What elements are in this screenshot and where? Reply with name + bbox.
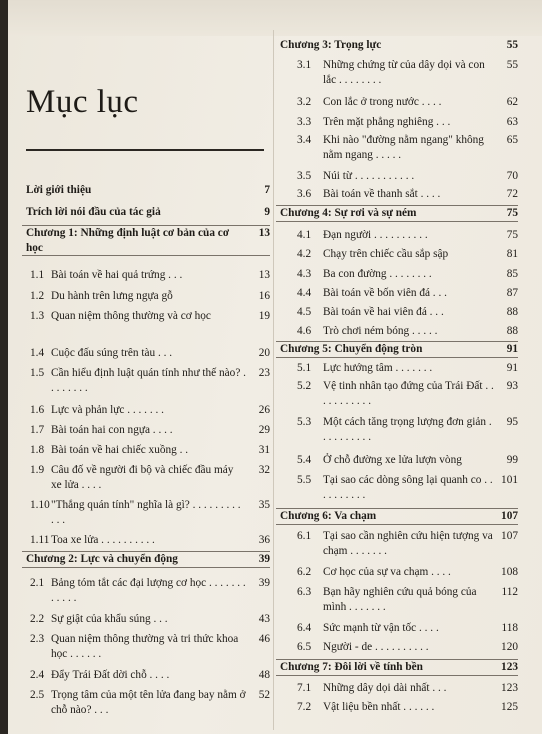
page-number: 20 [258,347,270,359]
section-number: 1.3 [30,310,45,322]
toc-chapter [280,38,518,53]
section-number: 1.11 [30,534,50,546]
page-number: 81 [506,248,518,260]
page-number: 39 [258,577,270,589]
page-number: 19 [258,310,270,322]
toc-section [280,187,518,202]
page-number: 9 [264,206,270,218]
entry-title: Núi từ . . . . . . . . . . . [323,170,415,182]
page-number: 107 [501,530,518,542]
title-rule [26,149,264,151]
section-number: 5.5 [297,474,312,486]
section-number: 6.3 [297,586,312,598]
page-number: 62 [506,96,518,108]
section-number: 2.1 [30,577,45,589]
section-number: 6.5 [297,641,312,653]
page-number: 46 [258,633,270,645]
entry-title: Câu đố về người đi bộ và chiếc đầu máy xe lửa . . . . [51,464,234,491]
section-number: 7.2 [297,701,312,713]
toc-chapter [276,508,518,525]
entry-title: Một cách tăng trọng lượng đơn giản . . . . . . . . . . [323,416,492,443]
toc-section [26,423,270,438]
page-number: 108 [501,566,518,578]
entry-title: Đạn người . . . . . . . . . . [323,229,428,241]
entry-title: Những chứng từ của dây dọi và con lắc . . . . . . . . [323,59,485,86]
entry-title: Sức mạnh từ vận tốc . . . . [323,622,439,634]
section-number: 6.1 [297,530,312,542]
entry-title: Ở chỗ đường xe lửa lượn vòng [323,454,462,466]
entry-title: Cần hiểu định luật quán tính như thế nào? . . . . . . . . [51,367,246,394]
entry-title: Du hành trên lưng ngựa gỗ [51,290,173,302]
toc-section [280,361,518,376]
toc-section [280,415,518,444]
entry-title: Cơ học của sự va chạm . . . . [323,566,451,578]
toc-chapter [276,659,518,676]
page-number: 123 [501,682,518,694]
toc-section [280,640,518,655]
entry-title: Lực hướng tâm . . . . . . . [323,362,433,374]
page-number: 63 [506,116,518,128]
toc-chapter [26,183,270,198]
toc-section [280,473,518,502]
page-number: 29 [258,424,270,436]
entry-title: Những dây dọi dài nhất . . . [323,682,447,694]
entry-title: Quan niệm thông thường và cơ học [51,310,211,322]
entry-title: Bài toán về hai chiếc xuồng . . [51,444,189,456]
toc-section [26,668,270,683]
toc-section [280,247,518,262]
page-number: 35 [258,499,270,511]
page-number: 95 [506,416,518,428]
entry-title: Chương 7: Đôi lời về tính bền [280,661,423,673]
section-number: 5.3 [297,416,312,428]
entry-title: Chương 5: Chuyển động tròn [280,343,423,355]
toc-section [26,289,270,304]
section-number: 1.6 [30,404,45,416]
page-number: 118 [501,622,518,634]
page-number: 88 [506,325,518,337]
page-number: 88 [506,306,518,318]
entry-title: Cuộc đấu súng trên tàu . . . [51,347,173,359]
entry-title: Chương 2: Lực và chuyển động [26,553,178,565]
toc-section [26,443,270,458]
entry-title: Con lắc ở trong nước . . . . [323,96,442,108]
section-number: 1.4 [30,347,45,359]
page-number: 13 [258,269,270,281]
toc-section [280,133,518,162]
book-page [8,0,542,734]
page-number: 91 [506,362,518,374]
section-number: 1.2 [30,290,45,302]
toc-section [280,267,518,282]
toc-chapter [22,225,270,256]
toc-section [280,95,518,110]
entry-title: Bài toán về bốn viên đá . . . [323,287,447,299]
page-number: 31 [258,444,270,456]
bleed-through-text [8,0,542,36]
page-number: 52 [258,689,270,701]
page-number: 43 [258,613,270,625]
entry-title: Trọng tâm của một tên lửa đang bay nằm ở chỗ nào? . . . [51,689,246,716]
entry-title: Lời giới thiệu [26,184,92,196]
page-number: 99 [506,454,518,466]
page-number: 101 [501,474,518,486]
section-number: 1.1 [30,269,45,281]
toc-section [280,621,518,636]
page-number: 91 [506,343,518,355]
entry-title: Đẩy Trái Đất dời chỗ . . . . [51,669,170,681]
toc-section [26,463,270,492]
toc-section [280,700,518,715]
section-number: 4.4 [297,287,312,299]
entry-title: Chương 1: Những định luật cơ bản của cơ học [26,227,230,254]
entry-title: Ba con đường . . . . . . . . [323,268,432,280]
page-number: 75 [506,229,518,241]
section-number: 1.10 [30,499,50,511]
section-number: 3.5 [297,170,312,182]
section-number: 4.6 [297,325,312,337]
toc-section [26,612,270,627]
page-number: 93 [506,380,518,392]
toc-section [280,453,518,468]
section-number: 1.9 [30,464,45,476]
page-number: 72 [506,188,518,200]
page-title: Mục lục [26,84,139,120]
entry-title: Chạy trên chiếc cầu sắp sập [323,248,449,260]
toc-section [26,309,270,324]
toc-section [26,268,270,283]
toc-section [26,366,270,395]
page-number: 85 [506,268,518,280]
entry-title: Lực và phản lực . . . . . . . [51,404,164,416]
entry-title: Bài toán về hai viên đá . . . [323,306,444,318]
toc-section [280,379,518,408]
toc-section [280,565,518,580]
section-number: 3.6 [297,188,312,200]
section-number: 4.1 [297,229,312,241]
toc-section [26,632,270,661]
toc-chapter [22,551,270,568]
toc-section [26,498,270,527]
page-number: 16 [258,290,270,302]
page-number: 120 [501,641,518,653]
page-number: 125 [501,701,518,713]
section-number: 4.5 [297,306,312,318]
page-number: 112 [501,586,518,598]
entry-title: "Thắng quán tính" nghĩa là gì? . . . . . . . . . . . . [51,499,241,526]
page-number: 75 [506,207,518,219]
toc-chapter [26,205,270,220]
entry-title: Trò chơi ném bóng . . . . . [323,325,438,337]
toc-section [280,58,518,87]
section-number: 5.4 [297,454,312,466]
toc-section [280,305,518,320]
toc-section [280,169,518,184]
entry-title: Bảng tóm tắt các đại lượng cơ học . . . . . . . . . . . . [51,577,246,604]
toc-section [280,529,518,558]
page-number: 26 [258,404,270,416]
section-number: 3.4 [297,134,312,146]
section-number: 2.2 [30,613,45,625]
toc-section [280,115,518,130]
section-number: 6.4 [297,622,312,634]
toc-section [26,403,270,418]
page-number: 87 [506,287,518,299]
entry-title: Chương 4: Sự rơi và sự ném [280,207,417,219]
page-number: 65 [506,134,518,146]
page-number: 55 [506,39,518,51]
entry-title: Bạn hãy nghiên cứu quả bóng của mình . . . . . . . [323,586,477,613]
page-number: 107 [501,510,518,522]
section-number: 7.1 [297,682,312,694]
section-number: 6.2 [297,566,312,578]
entry-title: Bài toán về hai quả trứng . . . [51,269,183,281]
section-number: 1.7 [30,424,45,436]
section-number: 1.5 [30,367,45,379]
entry-title: Trích lời nói đầu của tác giả [26,206,161,218]
entry-title: Người - de . . . . . . . . . . [323,641,429,653]
entry-title: Vệ tinh nhân tạo đứng của Trái Đất . . . . . . . . . . . [323,380,494,407]
toc-section [280,681,518,696]
section-number: 4.2 [297,248,312,260]
section-number: 5.2 [297,380,312,392]
section-number: 2.5 [30,689,45,701]
section-number: 1.8 [30,444,45,456]
toc-section [280,286,518,301]
section-number: 3.1 [297,59,312,71]
page-number: 23 [258,367,270,379]
page-number: 123 [501,661,518,673]
toc-chapter [276,205,518,222]
toc-chapter [276,341,518,358]
toc-section [26,533,270,548]
toc-section [280,228,518,243]
entry-title: Khi nào "đường nằm ngang" không nằm ngang . . . . . [323,134,484,161]
entry-title: Quan niệm thông thường và tri thức khoa học . . . . . . [51,633,239,660]
entry-title: Bài toán về thanh sắt . . . . [323,188,441,200]
section-number: 3.3 [297,116,312,128]
entry-title: Bài toán hai con ngựa . . . . [51,424,173,436]
page-number: 70 [506,170,518,182]
entry-title: Trên mặt phẳng nghiêng . . . [323,116,451,128]
entry-title: Toa xe lửa . . . . . . . . . . [51,534,155,546]
toc-section [26,688,270,717]
page-number: 32 [258,464,270,476]
entry-title: Tại sao các dòng sông lại quanh co . . . . . . . . . . [323,474,493,501]
page-number: 55 [506,59,518,71]
section-number: 2.4 [30,669,45,681]
page-number: 39 [258,553,270,565]
toc-section [280,324,518,339]
column-divider [273,30,274,730]
page-number: 13 [258,227,270,239]
entry-title: Sự giật của khẩu súng . . . [51,613,168,625]
entry-title: Vật liệu bền nhất . . . . . . [323,701,435,713]
page-number: 48 [258,669,270,681]
entry-title: Chương 3: Trọng lực [280,39,382,51]
page-number: 7 [264,184,270,196]
toc-section [26,576,270,605]
section-number: 3.2 [297,96,312,108]
toc-section [280,585,518,614]
section-number: 2.3 [30,633,45,645]
entry-title: Chương 6: Va chạm [280,510,377,522]
section-number: 5.1 [297,362,312,374]
section-number: 4.3 [297,268,312,280]
page-number: 36 [258,534,270,546]
entry-title: Tại sao cần nghiên cứu hiện tượng va chạm . . . . . . . [323,530,493,557]
toc-section [26,346,270,361]
